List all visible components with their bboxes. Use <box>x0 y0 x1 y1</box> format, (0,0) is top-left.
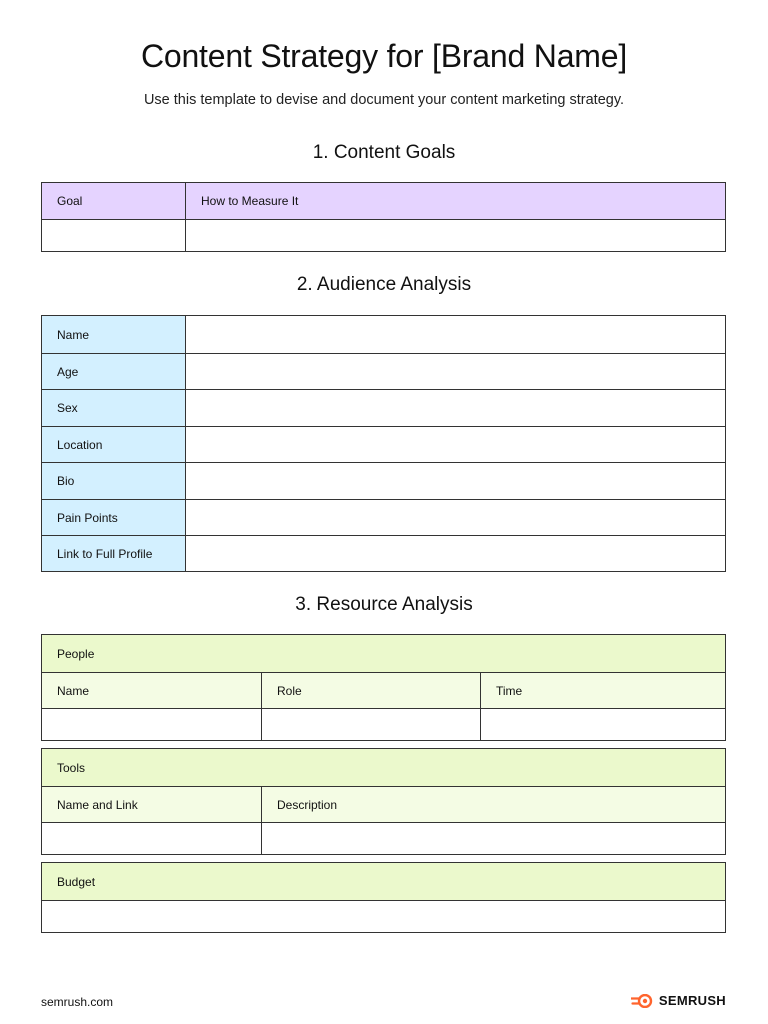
semrush-flame-icon <box>631 994 655 1008</box>
audience-value-cell[interactable] <box>185 500 725 535</box>
table-row <box>42 316 725 353</box>
people-table <box>41 634 726 741</box>
page-subtitle: Use this template to devise and document your content marketing strategy. <box>143 92 625 108</box>
audience-value-cell[interactable] <box>185 316 725 353</box>
audience-label: Age <box>42 354 185 389</box>
table-row <box>42 426 725 462</box>
audience-value-cell[interactable] <box>185 354 725 389</box>
brand-name: SEMRUSH <box>658 993 726 1008</box>
audience-label: Location <box>42 427 185 462</box>
brand-logo <box>631 993 726 1008</box>
people-header-row <box>42 635 725 672</box>
audience-label: Sex <box>42 390 185 426</box>
table-row <box>42 353 725 389</box>
table-row <box>42 900 725 932</box>
tools-description-header: Description <box>261 787 725 822</box>
table-row <box>42 822 725 854</box>
measure-cell[interactable] <box>185 220 725 251</box>
table-row <box>42 462 725 499</box>
people-label: People <box>42 635 725 672</box>
people-role-header: Role <box>261 673 480 708</box>
audience-label: Link to Full Profile <box>42 536 185 571</box>
section-title-resource-analysis: 3. Resource Analysis <box>295 594 473 615</box>
audience-label: Name <box>42 316 185 353</box>
tools-name-link-header: Name and Link <box>42 787 261 822</box>
audience-value-cell[interactable] <box>185 536 725 571</box>
table-row <box>42 708 725 740</box>
tools-header-row <box>42 749 725 786</box>
people-role-cell[interactable] <box>261 709 480 740</box>
content-goals-table <box>41 182 726 252</box>
section-title-content-goals: 1. Content Goals <box>312 142 456 163</box>
budget-table <box>41 862 726 933</box>
tools-table <box>41 748 726 855</box>
audience-label: Bio <box>42 463 185 499</box>
section-title-audience-analysis: 2. Audience Analysis <box>296 274 472 295</box>
people-name-header: Name <box>42 673 261 708</box>
people-time-header: Time <box>480 673 725 708</box>
audience-value-cell[interactable] <box>185 390 725 426</box>
table-row <box>42 389 725 426</box>
measure-header: How to Measure It <box>185 183 725 219</box>
people-time-cell[interactable] <box>480 709 725 740</box>
audience-analysis-table <box>41 315 726 572</box>
tools-description-cell[interactable] <box>261 823 725 854</box>
goal-cell[interactable] <box>42 220 185 251</box>
budget-label: Budget <box>42 863 725 900</box>
tools-columns-row <box>42 786 725 822</box>
table-header-row <box>42 183 725 219</box>
table-row <box>42 535 725 571</box>
people-name-cell[interactable] <box>42 709 261 740</box>
audience-value-cell[interactable] <box>185 463 725 499</box>
tools-name-link-cell[interactable] <box>42 823 261 854</box>
audience-label: Pain Points <box>42 500 185 535</box>
people-columns-row <box>42 672 725 708</box>
table-row <box>42 219 725 251</box>
table-row <box>42 499 725 535</box>
goal-header: Goal <box>42 183 185 219</box>
footer-site-link[interactable]: semrush.com <box>41 995 114 1009</box>
audience-value-cell[interactable] <box>185 427 725 462</box>
budget-header-row <box>42 863 725 900</box>
budget-value-cell[interactable] <box>42 901 725 932</box>
tools-label: Tools <box>42 749 725 786</box>
page-title: Content Strategy for [Brand Name] <box>140 38 628 74</box>
